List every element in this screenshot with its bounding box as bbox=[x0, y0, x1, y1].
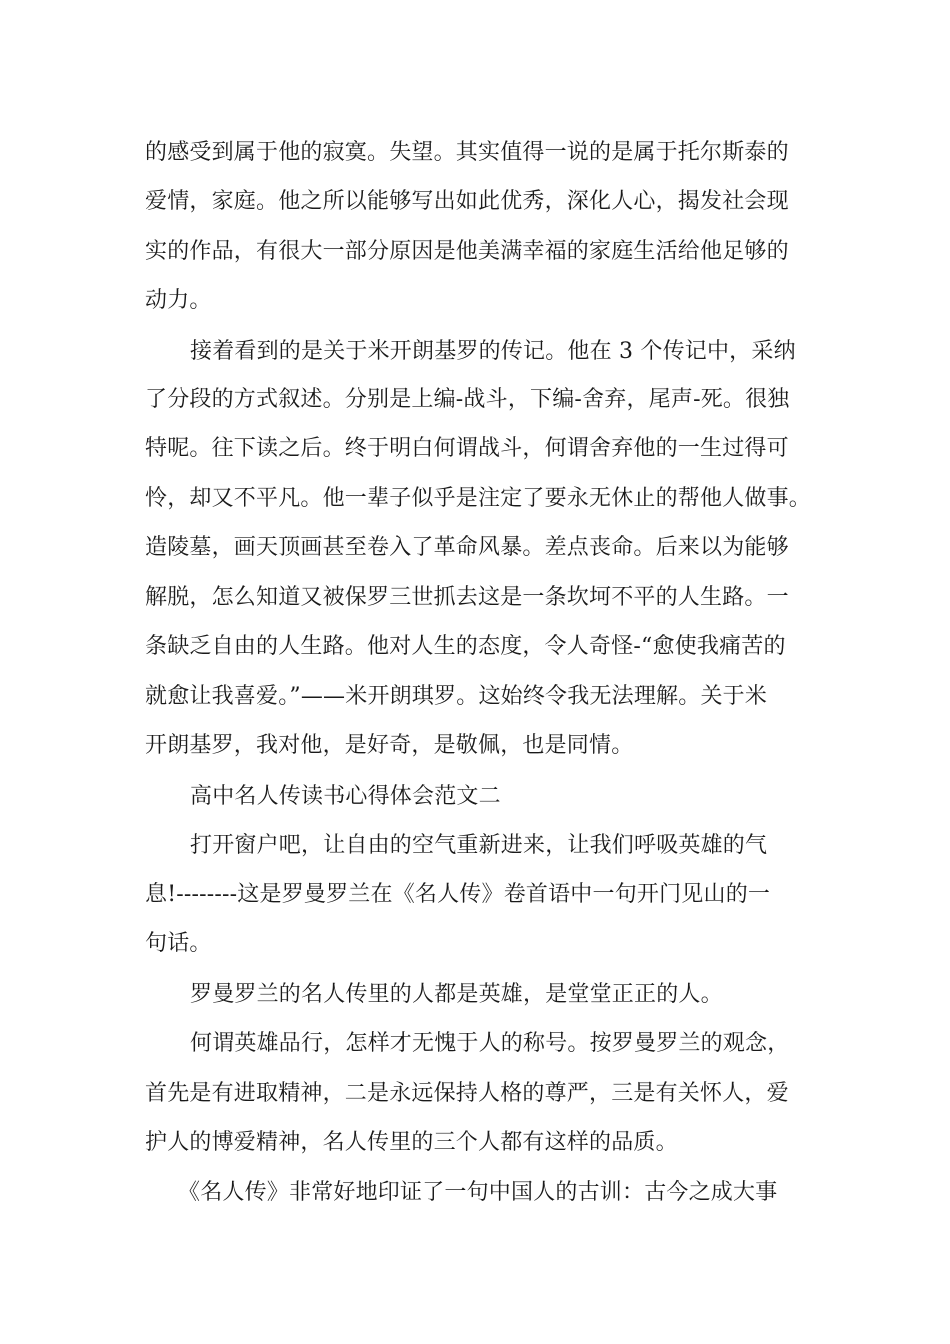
text-line: 首先是有进取精神，二是永远保持人格的尊严，三是有关怀人，爱 bbox=[145, 1081, 789, 1106]
text-line: 就愈让我喜爱。”——米开朗琪罗。这始终令我无法理解。关于米 bbox=[145, 684, 768, 709]
text-line: 何谓英雄品行，怎样才无愧于人的称号。按罗曼罗兰的观念， bbox=[190, 1031, 790, 1056]
text-line: 护人的博爱精神，名人传里的三个人都有这样的品质。 bbox=[145, 1130, 678, 1155]
text-line: 接着看到的是关于米开朗基罗的传记。他在 3 个传记中，采纳 bbox=[190, 339, 796, 364]
text-line: 打开窗户吧，让自由的空气重新进来，让我们呼吸英雄的气 bbox=[190, 833, 768, 858]
text-line: 动力。 bbox=[145, 288, 212, 313]
text-line: 实的作品，有很大一部分原因是他美满幸福的家庭生活给他足够的 bbox=[145, 239, 789, 264]
text-line: 《名人传》非常好地印证了一句中国人的古训：古今之成大事 bbox=[178, 1180, 778, 1205]
text-line: 特呢。往下读之后。终于明白何谓战斗，何谓舍弃他的一生过得可 bbox=[145, 436, 789, 461]
text-line: 造陵墓，画天顶画甚至卷入了革命风暴。差点丧命。后来以为能够 bbox=[145, 535, 789, 560]
text-line: 爱情，家庭。他之所以能够写出如此优秀，深化人心，揭发社会现 bbox=[145, 189, 789, 214]
text-line: 了分段的方式叙述。分别是上编-战斗，下编-舍弃，尾声-死。很独 bbox=[145, 387, 790, 412]
text-line: 解脱，怎么知道又被保罗三世抓去这是一条坎坷不平的人生路。一 bbox=[145, 585, 789, 610]
text-line: 怜，却又不平凡。他一辈子似乎是注定了要永无休止的帮他人做事。 bbox=[145, 486, 812, 511]
text-line: 息!--------这是罗曼罗兰在《名人传》卷首语中一句开门见山的一 bbox=[145, 882, 771, 907]
text-line: 的感受到属于他的寂寞。失望。其实值得一说的是属于托尔斯泰的 bbox=[145, 140, 789, 165]
text-line: 条缺乏自由的人生路。他对人生的态度，令人奇怪-“愈使我痛苦的 bbox=[145, 634, 786, 659]
section-heading: 高中名人传读书心得体会范文二 bbox=[190, 784, 501, 809]
text-line: 句话。 bbox=[145, 931, 212, 956]
text-line: 开朗基罗，我对他，是好奇，是敬佩，也是同情。 bbox=[145, 733, 634, 758]
text-line: 罗曼罗兰的名人传里的人都是英雄，是堂堂正正的人。 bbox=[190, 982, 723, 1007]
